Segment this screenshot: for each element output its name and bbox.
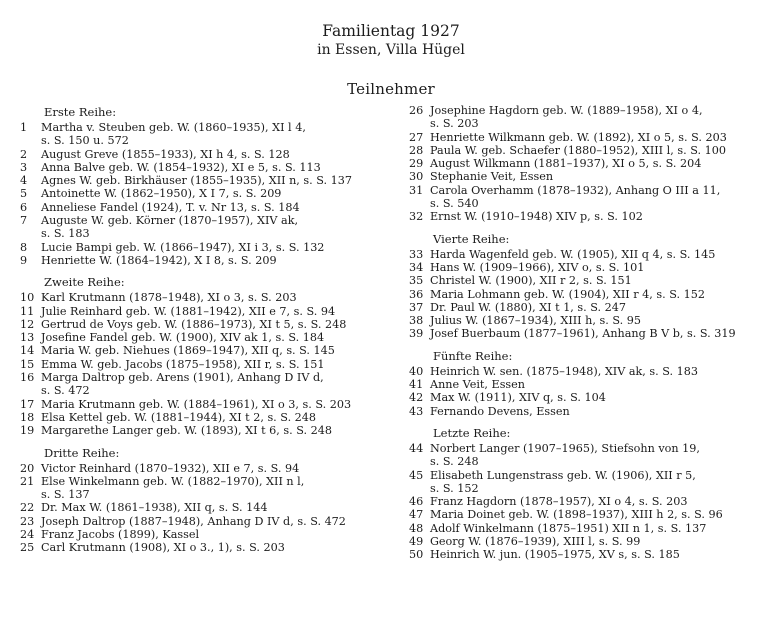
participant-number: 30: [409, 170, 424, 184]
participant-entry: [409, 288, 779, 301]
participant-text: [20, 358, 410, 371]
participant-number: 34: [409, 260, 424, 274]
participant-entry: [20, 331, 410, 344]
section-heading: Letzte Reihe:: [433, 425, 511, 440]
participant-entry: [20, 305, 410, 318]
participant-entry: [409, 535, 779, 548]
participant-text: [409, 495, 779, 508]
participant-text: [409, 378, 779, 391]
left-column: [20, 104, 410, 555]
participant-text: [20, 528, 410, 541]
participant-text: [409, 170, 779, 183]
participant-text: [20, 344, 410, 357]
participant-number: 32: [409, 210, 424, 224]
participant-text: [409, 274, 779, 287]
participant-entry: [409, 378, 779, 391]
participant-entry: [409, 469, 779, 496]
section-heading: Vierte Reihe:: [433, 231, 510, 246]
participant-entry: [409, 442, 779, 469]
participant-number: 39: [409, 327, 424, 341]
participant-text-line: Josefine Fandel geb. W. (1900), XIV ak 1, s. S. 184: [41, 331, 325, 345]
participant-number: 11: [20, 304, 35, 318]
participant-entry: [20, 201, 410, 214]
participant-text-line: Joseph Daltrop (1887–1948), Anhang D IV d, s. S. 472: [41, 514, 346, 528]
participant-text-line: Anna Balve geb. W. (1854–1932), XI e 5, s. S. 113: [41, 160, 321, 174]
participant-entry: [20, 411, 410, 424]
participant-text-line: Maria W. geb. Niehues (1869–1947), XII q, s. S. 145: [41, 344, 335, 358]
page-subtitle: in Essen, Villa Hügel: [317, 42, 465, 58]
participant-number: 46: [409, 495, 424, 509]
participant-text: [409, 442, 779, 469]
participant-number: 49: [409, 535, 424, 549]
participant-text-line: s. S. 472: [41, 384, 90, 398]
participant-text: [409, 314, 779, 327]
participant-text: [409, 522, 779, 535]
participant-text: [409, 131, 779, 144]
participant-text: [20, 121, 410, 148]
participant-number: 2: [20, 147, 28, 161]
participant-number: 27: [409, 130, 424, 144]
participant-text-line: Agnes W. geb. Birkhäuser (1855–1935), XII n, s. S. 137: [41, 174, 352, 188]
participant-entry: [409, 365, 779, 378]
participant-text-line: Karl Krutmann (1878–1948), XI o 3, s. S. 203: [41, 291, 297, 305]
participant-number: 4: [20, 174, 28, 188]
participant-text-line: Stephanie Veit, Essen: [430, 170, 554, 184]
participant-entry: [409, 170, 779, 183]
participant-number: 5: [20, 187, 28, 201]
participant-text-line: August Greve (1855–1933), XI h 4, s. S. 128: [41, 147, 290, 161]
participant-number: 15: [20, 357, 35, 371]
participant-text-line: s. S. 248: [430, 455, 479, 469]
participant-text-line: Dr. Max W. (1861–1938), XII q, s. S. 144: [41, 501, 268, 515]
participant-text: [20, 475, 410, 502]
participant-text-line: Georg W. (1876–1939), XIII l, s. S. 99: [430, 535, 641, 549]
participant-number: 6: [20, 200, 28, 214]
section-heading: Zweite Reihe:: [44, 275, 125, 290]
participant-entry: [20, 475, 410, 502]
participant-number: 19: [20, 424, 35, 438]
participant-number: 41: [409, 378, 424, 392]
participant-entry: [409, 508, 779, 521]
participant-entry: [20, 148, 410, 161]
participant-text: [20, 331, 410, 344]
participant-text-line: Auguste W. geb. Körner (1870–1957), XIV ak,: [41, 214, 299, 228]
participant-entry: [409, 157, 779, 170]
participant-text: [409, 365, 779, 378]
participant-number: 7: [20, 214, 28, 228]
participant-text: [409, 184, 779, 211]
participant-text-line: Maria Lohmann geb. W. (1904), XII r 4, s. S. 152: [430, 287, 705, 301]
participant-text: [20, 291, 410, 304]
participant-number: 36: [409, 287, 424, 301]
participant-text-line: Henriette Wilkmann geb. W. (1892), XI o 5, s. S. 203: [430, 130, 727, 144]
participant-entry: [409, 495, 779, 508]
participant-text: [409, 508, 779, 521]
participant-number: 13: [20, 331, 35, 345]
participant-entry: [20, 358, 410, 371]
participant-text-line: Julie Reinhard geb. W. (1881–1942), XII e 7, s. S. 94: [41, 304, 336, 318]
participant-entry: [20, 515, 410, 528]
participant-entry: [20, 344, 410, 357]
participant-text-line: Josef Buerbaum (1877–1961), Anhang B V b, s. S. 319: [430, 327, 736, 341]
participant-entry: [409, 210, 779, 223]
participant-number: 48: [409, 521, 424, 535]
participant-text-line: Christel W. (1900), XII r 2, s. S. 151: [430, 274, 632, 288]
participant-entry: [20, 398, 410, 411]
participant-text: [20, 201, 410, 214]
participant-number: 16: [20, 371, 35, 385]
participant-number: 14: [20, 344, 35, 358]
participant-number: 47: [409, 508, 424, 522]
participant-entry: [409, 248, 779, 261]
participant-text-line: Margarethe Langer geb. W. (1893), XI t 6, s. S. 248: [41, 424, 332, 438]
participant-text: [20, 241, 410, 254]
participant-entry: [409, 314, 779, 327]
participant-number: 44: [409, 441, 424, 455]
participant-text: [20, 254, 410, 267]
participant-entry: [409, 104, 779, 131]
participant-number: 25: [20, 541, 35, 555]
participant-number: 9: [20, 253, 28, 267]
participant-text: [20, 148, 410, 161]
participant-number: 22: [20, 501, 35, 515]
participant-text-line: Adolf Winkelmann (1875–1951) XII n 1, s. S. 137: [430, 521, 707, 535]
participant-text-line: Elsa Kettel geb. W. (1881–1944), XI t 2, s. S. 248: [41, 410, 317, 424]
participant-text-line: Martha v. Steuben geb. W. (1860–1935), XI l 4,: [41, 121, 306, 134]
participants-heading: Teilnehmer: [347, 80, 435, 98]
participant-text-line: Harda Wagenfeld geb. W. (1905), XII q 4, s. S. 145: [430, 247, 716, 261]
participant-text-line: Max W. (1911), XIV q, s. S. 104: [430, 391, 606, 405]
participant-text: [20, 187, 410, 200]
participant-text-line: Carl Krutmann (1908), XI o 3., 1), s. S. 203: [41, 541, 285, 555]
participant-text: [20, 161, 410, 174]
participant-number: 20: [20, 461, 35, 475]
participant-text: [409, 405, 779, 418]
participant-number: 3: [20, 160, 28, 174]
participant-entry: [409, 405, 779, 418]
participant-text-line: Anneliese Fandel (1924), T. v. Nr 13, s. S. 184: [41, 200, 300, 214]
participant-text-line: s. S. 137: [41, 488, 90, 502]
participant-text-line: Carola Overhamm (1878–1932), Anhang O III a 11,: [430, 183, 721, 197]
participant-text: [20, 424, 410, 437]
participant-text-line: Gertrud de Voys geb. W. (1886–1973), XI t 5, s. S. 248: [41, 317, 347, 331]
participant-text-line: s. S. 152: [430, 481, 479, 495]
right-column: [409, 104, 779, 562]
participant-number: 24: [20, 528, 35, 542]
participant-number: 33: [409, 247, 424, 261]
participant-text: [409, 391, 779, 404]
participant-text: [409, 288, 779, 301]
participant-text-line: August Wilkmann (1881–1937), XI o 5, s. S. 204: [430, 157, 702, 171]
participant-text-line: Fernando Devens, Essen: [430, 404, 570, 418]
participant-text-line: Heinrich W. jun. (1905–1975, XV s, s. S. 185: [430, 548, 680, 562]
participant-number: 50: [409, 548, 424, 562]
participant-text-line: s. S. 183: [41, 227, 90, 241]
participant-text: [20, 214, 410, 241]
participant-text-line: Franz Jacobs (1899), Kassel: [41, 528, 200, 542]
participant-text: [20, 501, 410, 514]
participant-text: [409, 535, 779, 548]
participant-entry: [20, 541, 410, 554]
participant-number: 1: [20, 121, 28, 134]
participant-entry: [409, 131, 779, 144]
participant-number: 37: [409, 300, 424, 314]
participant-text-line: Ernst W. (1910–1948) XIV p, s. S. 102: [430, 210, 643, 224]
participant-number: 21: [20, 474, 35, 488]
participant-entry: [409, 548, 779, 561]
participant-entry: [20, 161, 410, 174]
participant-text: [409, 301, 779, 314]
participant-text-line: Norbert Langer (1907–1965), Stiefsohn von 19,: [430, 441, 700, 455]
participant-text-line: Franz Hagdorn (1878–1957), XI o 4, s. S. 203: [430, 495, 688, 509]
participant-text-line: Paula W. geb. Schaefer (1880–1952), XIII l, s. S. 100: [430, 143, 726, 157]
participant-number: 29: [409, 157, 424, 171]
participant-number: 31: [409, 183, 424, 197]
participant-text-line: Josephine Hagdorn geb. W. (1889–1958), XI o 4,: [430, 104, 703, 117]
participant-entry: [20, 501, 410, 514]
participant-entry: [20, 174, 410, 187]
participant-number: 12: [20, 317, 35, 331]
participant-text: [20, 411, 410, 424]
participant-text: [20, 541, 410, 554]
participant-number: 43: [409, 404, 424, 418]
participant-text-line: Hans W. (1909–1966), XIV o, s. S. 101: [430, 260, 645, 274]
participant-number: 23: [20, 514, 35, 528]
participant-text: [20, 462, 410, 475]
participant-text-line: Heinrich W. sen. (1875–1948), XIV ak, s. S. 183: [430, 364, 698, 378]
participant-text-line: Maria Doinet geb. W. (1898–1937), XIII h 2, s. S. 96: [430, 508, 723, 522]
participant-number: 38: [409, 314, 424, 328]
participant-text: [409, 210, 779, 223]
participant-entry: [20, 241, 410, 254]
participant-entry: [20, 291, 410, 304]
participant-entry: [20, 214, 410, 241]
participant-entry: [20, 187, 410, 200]
participant-entry: [409, 274, 779, 287]
participant-entry: [409, 327, 779, 340]
participant-number: 42: [409, 391, 424, 405]
participant-text: [409, 261, 779, 274]
participant-text: [20, 515, 410, 528]
participant-text-line: Anne Veit, Essen: [430, 378, 525, 392]
participant-text-line: Marga Daltrop geb. Arens (1901), Anhang D IV d,: [41, 371, 324, 385]
participant-number: 18: [20, 410, 35, 424]
participant-entry: [409, 261, 779, 274]
participant-text: [20, 318, 410, 331]
page-title: Familientag 1927: [322, 22, 460, 40]
participant-number: 40: [409, 364, 424, 378]
participant-number: 8: [20, 240, 28, 254]
participant-text-line: Emma W. geb. Jacobs (1875–1958), XII r, s. S. 151: [41, 357, 325, 371]
participant-entry: [409, 301, 779, 314]
participant-text-line: Maria Krutmann geb. W. (1884–1961), XI o 3, s. S. 203: [41, 397, 352, 411]
participant-number: 45: [409, 468, 424, 482]
participant-text-line: Antoinette W. (1862–1950), X I 7, s. S. 209: [41, 187, 282, 201]
participant-text: [20, 398, 410, 411]
participant-text: [409, 469, 779, 496]
participant-text: [409, 104, 779, 131]
participant-number: 10: [20, 291, 35, 305]
participant-text-line: Else Winkelmann geb. W. (1882–1970), XII n l,: [41, 474, 305, 488]
participant-entry: [20, 462, 410, 475]
participant-entry: [20, 318, 410, 331]
participant-text: [409, 157, 779, 170]
participant-number: 35: [409, 274, 424, 288]
participant-text-line: s. S. 150 u. 572: [41, 134, 129, 148]
section-heading: Fünfte Reihe:: [433, 348, 513, 363]
participant-entry: [20, 371, 410, 398]
participant-text-line: Victor Reinhard (1870–1932), XII e 7, s. S. 94: [41, 461, 300, 475]
participant-entry: [20, 528, 410, 541]
participant-text-line: Lucie Bampi geb. W. (1866–1947), XI i 3, s. S. 132: [41, 240, 325, 254]
participant-text-line: Dr. Paul W. (1880), XI t 1, s. S. 247: [430, 300, 627, 314]
participant-text-line: s. S. 540: [430, 197, 479, 211]
participant-entry: [409, 144, 779, 157]
participant-entry: [20, 121, 410, 148]
participant-text: [409, 327, 779, 340]
participant-number: 28: [409, 143, 424, 157]
section-heading: Erste Reihe:: [44, 105, 117, 119]
section-heading: Dritte Reihe:: [44, 445, 120, 460]
participant-text: [20, 174, 410, 187]
participant-text: [409, 248, 779, 261]
participant-text: [409, 144, 779, 157]
participant-entry: [409, 391, 779, 404]
participant-text: [20, 305, 410, 318]
participant-entry: [409, 184, 779, 211]
participant-number: 26: [409, 104, 424, 117]
participant-text: [409, 548, 779, 561]
participant-entry: [20, 424, 410, 437]
participant-number: 17: [20, 397, 35, 411]
participant-entry: [409, 522, 779, 535]
participant-text-line: Elisabeth Lungenstrass geb. W. (1906), XII r 5,: [430, 468, 696, 482]
participant-text-line: Henriette W. (1864–1942), X I 8, s. S. 209: [41, 253, 277, 267]
participant-text-line: s. S. 203: [430, 117, 479, 131]
participant-text: [20, 371, 410, 398]
participant-entry: [20, 254, 410, 267]
participant-text-line: Julius W. (1867–1934), XIII h, s. S. 95: [430, 314, 641, 328]
